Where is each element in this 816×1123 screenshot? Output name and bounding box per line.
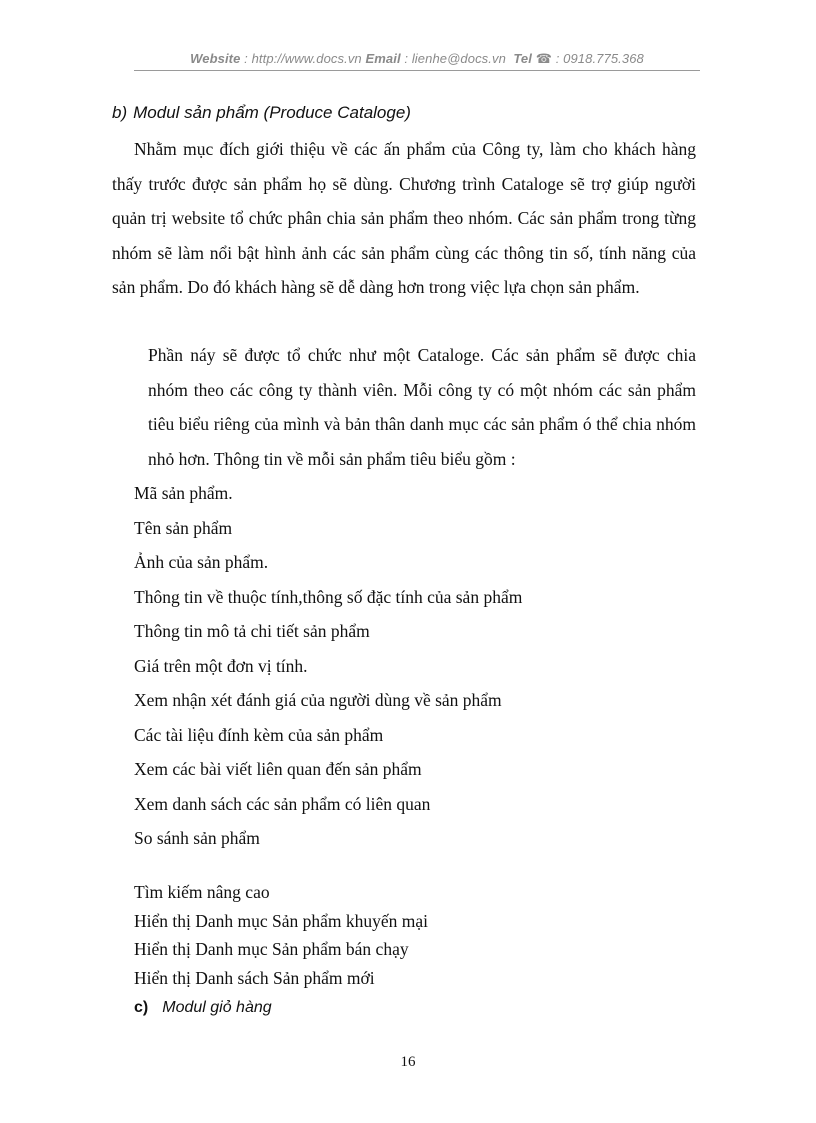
list-item: Tên sản phẩm	[134, 517, 233, 538]
section-heading	[112, 103, 411, 123]
tel-separator: :	[551, 51, 564, 66]
list-item: Hiển thị Danh mục Sản phẩm bán chạy	[134, 939, 409, 959]
list-item: Mã sản phẩm.	[134, 483, 233, 503]
next-section-title: Modul giỏ hàng	[162, 999, 272, 1016]
list-item: Các tài liệu đính kèm của sản phẩm	[134, 724, 384, 745]
tel-number: 0918.775.368	[563, 51, 644, 66]
email-separator: :	[400, 51, 412, 66]
list-item: Giá trên một đơn vị tính.	[134, 655, 308, 676]
list-item: Tìm kiếm nâng cao	[134, 882, 270, 902]
list-item: Xem danh sách các sản phẩm có liên quan	[134, 793, 431, 814]
list-item: Thông tin về thuộc tính,thông số đặc tính của sản phẩm	[134, 586, 523, 607]
page-header	[134, 51, 700, 67]
website-label: Website	[190, 51, 241, 66]
list-item: Hiển thị Danh sách Sản phẩm mới	[134, 967, 375, 988]
section-title: Modul sản phẩm (Produce Cataloge)	[133, 103, 411, 122]
next-section-heading	[134, 996, 272, 1017]
product-info-list	[134, 476, 522, 856]
section-number: b)	[112, 103, 128, 122]
next-section-letter: c)	[134, 999, 149, 1016]
catalog-paragraph: Phần náy sẽ được tổ chức như một Cataloge. Các sản phẩm sẽ được chia nhóm theo các công ty thành viên. Mỗi công ty có một nhóm các sản phẩm tiêu biểu riêng của mình và bản thân danh mục các sản phẩm ó thể chia nhóm nhỏ hơn. Thông tin về mỗi sản phẩm tiêu biểu gồm :	[148, 345, 696, 469]
list-item: Thông tin mô tả chi tiết sản phẩm	[134, 621, 370, 641]
list-item: Xem các bài viết liên quan đến sản phẩm	[134, 759, 422, 779]
list-item: Hiển thị Danh mục Sản phẩm khuyến mại	[134, 910, 429, 931]
list-item: Xem nhận xét đánh giá của người dùng về sản phẩm	[134, 690, 502, 710]
tel-label: Tel	[513, 51, 532, 66]
page-number: 16	[400, 1054, 416, 1070]
header-divider	[134, 70, 700, 71]
intro-paragraph: Nhằm mục đích giới thiệu về các ấn phẩm của Công ty, làm cho khách hàng thấy trước được sản phẩm họ sẽ dùng. Chương trình Cataloge sẽ trợ giúp người quản trị website tổ chức phân chia sản phẩm theo nhóm. Các sản phẩm trong từng nhóm sẽ làm nổi bật hình ảnh các sản phẩm cùng các thông tin số, tính năng của sản phẩm. Do đó khách hàng sẽ dễ dàng hơn trong việc lựa chọn sản phẩm.	[112, 139, 696, 297]
phone-icon: ☎	[535, 51, 552, 66]
list-item: Ảnh của sản phẩm.	[134, 552, 269, 572]
email-address: lienhe@docs.vn	[411, 51, 506, 66]
website-url: http://www.docs.vn	[251, 51, 362, 66]
email-label: Email	[365, 51, 401, 66]
list-item: So sánh sản phẩm	[134, 828, 260, 848]
extra-features-list	[134, 878, 428, 992]
website-separator: :	[240, 51, 252, 66]
